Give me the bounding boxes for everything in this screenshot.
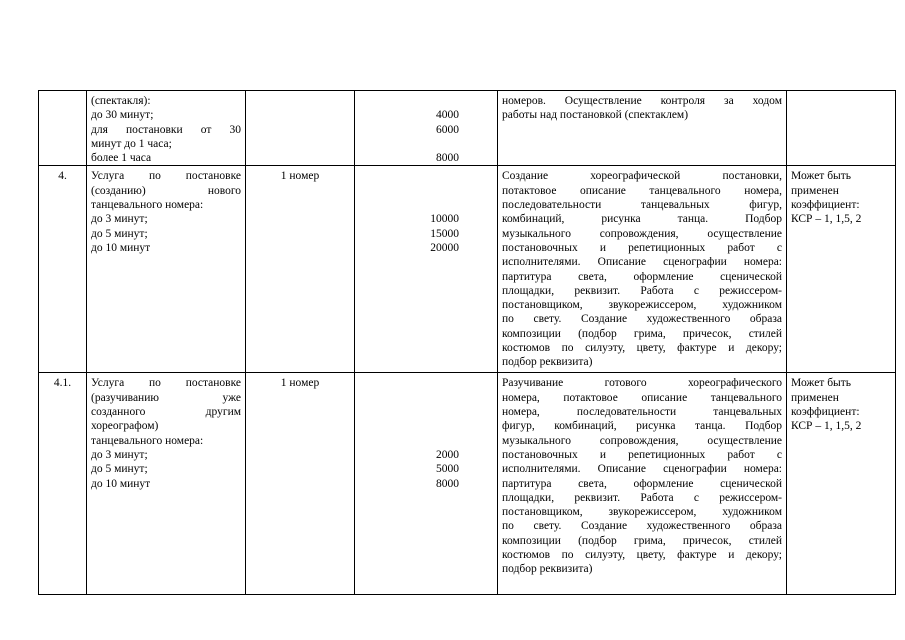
note-cell	[787, 91, 896, 166]
unit-cell: 1 номер	[246, 373, 355, 595]
row-number-cell	[39, 91, 87, 166]
note-cell: Может быть применен коэффициент: КСР – 1, 1,5, 2	[787, 166, 896, 373]
table-row	[39, 166, 896, 373]
table-row	[39, 373, 896, 595]
description-cell: Разучивание готового хореографического номера, потактовое описание танцевального номера, последовательности танцевальных фигур, комбинаций, рисунка танца. Подбор музыкального сопровождения, осуществление постановочных и репетиционных работ с исполнителями. Описание сценографии номера: партитура света, оформление сценической площадки, реквизит. Работа с режиссером- постановщиком, звукорежиссером, художником по свету. Создание художественного образа композиции (подбор грима, причесок, стилей костюмов по силуэту, цвету, фактуре и декору; подбор реквизита)	[498, 373, 787, 595]
description-cell: Создание хореографической постановки, потактовое описание танцевального номера, последовательности танцевальных фигур, комбинаций, рисунка танца. Подбор музыкального сопровождения, осуществление постановочных и репетиционных работ с исполнителями. Описание сценографии номера: партитура света, оформление сценической площадки, реквизит. Работа с режиссером- постановщиком, звукорежиссером, художником по свету. Создание художественного образа композиции (подбор грима, причесок, стилей костюмов по силуэту, цвету, фактуре и декору; подбор реквизита)	[498, 166, 787, 373]
description-cell: номеров. Осуществление контроля за ходом работы над постановкой (спектаклем)	[498, 91, 787, 166]
price-cell: 2000 5000 8000	[355, 373, 498, 595]
service-name-cell: Услуга по постановке (разучиванию уже созданного другим хореографом) танцевального номера: до 3 минут; до 5 минут; до 10 минут	[87, 373, 246, 595]
services-price-table	[38, 90, 896, 595]
note-cell: Может быть применен коэффициент: КСР – 1, 1,5, 2	[787, 373, 896, 595]
unit-cell: 1 номер	[246, 166, 355, 373]
price-cell: 10000 15000 20000	[355, 166, 498, 373]
unit-cell	[246, 91, 355, 166]
service-name-cell: (спектакля): до 30 минут; для постановки от 30 минут до 1 часа; более 1 часа	[87, 91, 246, 166]
row-number-cell: 4.	[39, 166, 87, 373]
table-row	[39, 91, 896, 166]
row-number-cell: 4.1.	[39, 373, 87, 595]
price-cell: 4000 6000 8000	[355, 91, 498, 166]
service-name-cell: Услуга по постановке (созданию) нового танцевального номера: до 3 минут; до 5 минут; до 10 минут	[87, 166, 246, 373]
